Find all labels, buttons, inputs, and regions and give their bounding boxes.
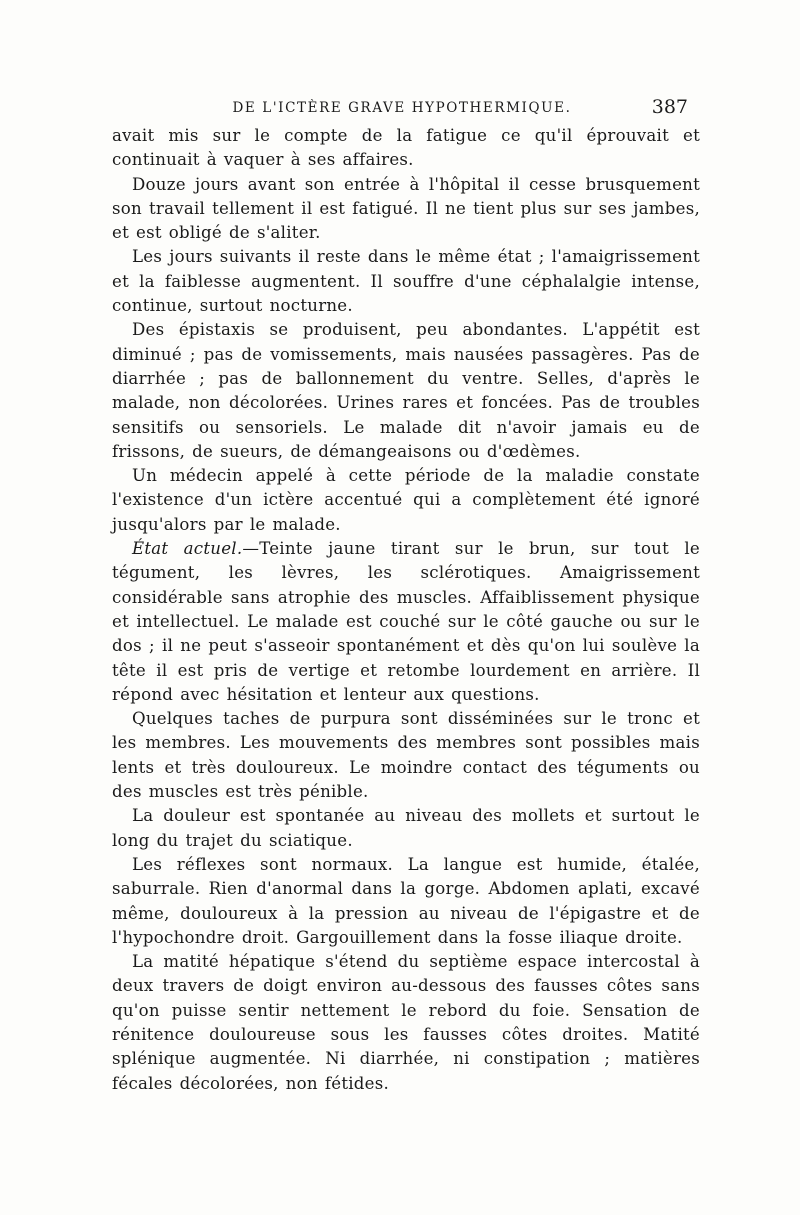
running-title: DE L'ICTÈRE GRAVE HYPOTHERMIQUE. [232, 100, 572, 116]
paragraph-purpura: Quelques taches de purpura sont disséminées sur le tronc et les membres. Les mouvements des membres sont possibles mais lents et très douloureux. Le moindre contact des téguments ou des muscles est très pénible. [112, 709, 700, 802]
paragraph-hospital-entry: Douze jours avant son entrée à l'hôpital il cesse brusquement son travail tellement il est fatigué. Il ne tient plus sur ses jambes, et est obligé de s'aliter. [112, 174, 700, 243]
paragraph-epistaxis: Des épistaxis se produisent, peu abondantes. L'appétit est diminué ; pas de vomissements, mais nausées passagères. Pas de diarrhée ; pas de ballonnement du ventre. Selles, d'après le malade, non décolorées. Urines rares et foncées. Pas de troubles sensitifs ou sensoriels. Le malade dit n'avoir jamais eu de frissons, de sueurs, de démangeaisons ou d'œdèmes. [112, 320, 700, 461]
paragraph-reflexes: Les réflexes sont normaux. La langue est humide, étalée, saburrale. Rien d'anormal dans la gorge. Abdomen aplati, excavé même, douloureux à la pression au niveau de l'épigastre et de l'hypochondre droit. Gargouillement dans la fosse iliaque droite. [112, 854, 700, 947]
paragraph-matite: La matité hépatique s'étend du septième espace intercostal à deux travers de doigt environ au-dessous des fausses côtes sans qu'on puisse sentir nettement le rebord du foie. Sensation de rénitence douloureuse sous les fausses côtes droites. Matité splénique augmentée. Ni diarrhée, ni constipation ; matières fécales décolorées, non fétides. [112, 952, 700, 1093]
paragraph-following-days: Les jours suivants il reste dans le même état ; l'amaigrissement et la faiblesse augmentent. Il souffre d'une céphalalgie intense, continue, surtout nocturne. [112, 247, 700, 316]
body-text [112, 124, 700, 1096]
running-head [116, 96, 688, 120]
paragraph-physician: Un médecin appelé à cette période de la maladie constate l'existence d'un ictère accentué qui a complètement été ignoré jusqu'alors par le malade. [112, 466, 700, 534]
paragraph-continuation: avait mis sur le compte de la fatigue ce qu'il éprouvait et continuait à vaquer à ses affaires. [112, 126, 700, 170]
etat-actuel-text: —Teinte jaune tirant sur le brun, sur tout le tégument, les lèvres, les sclérotiques. Amaigrissement considérable sans atrophie des muscles. Affaiblissement physique et intellectuel. Le malade est couché sur le côté gauche ou sur le dos ; il ne peut s'asseoir spontanément et dès qu'on lui soulève la tête il est pris de vertige et retombe lourdement en arrière. Il répond avec hésitation et lenteur aux questions. [112, 539, 700, 704]
etat-actuel-label: État actuel. [132, 539, 243, 559]
page-number: 387 [651, 96, 688, 118]
paragraph-douleur: La douleur est spontanée au niveau des mollets et surtout le long du trajet du sciatique. [112, 806, 700, 850]
paragraph-etat-actuel [112, 537, 700, 707]
